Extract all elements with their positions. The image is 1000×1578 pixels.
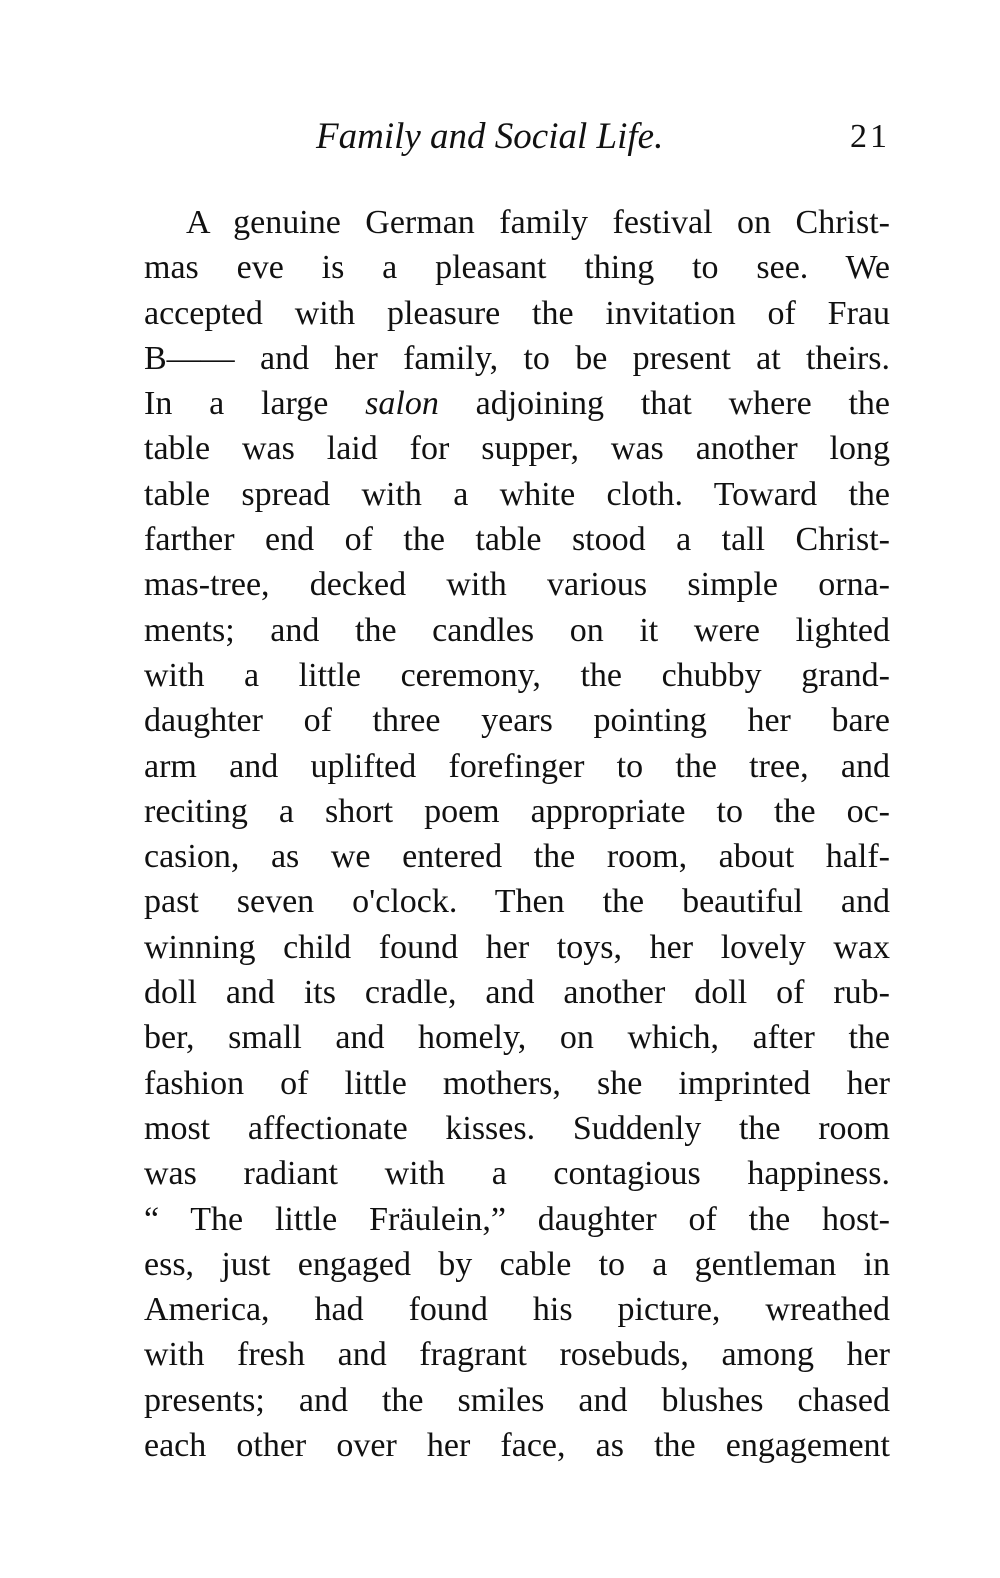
text-line: table was laid for supper, was another long xyxy=(144,430,890,468)
text-line: accepted with pleasure the invitation of Frau xyxy=(144,294,890,332)
italic-word: salon xyxy=(365,385,439,423)
body-paragraph xyxy=(144,200,890,1468)
text-line: “ The little Fräulein,” daughter of the host- xyxy=(144,1200,890,1238)
text-segment: adjoining that where the xyxy=(475,385,891,423)
text-line: casion, as we entered the room, about half- xyxy=(144,838,890,876)
text-line: winning child found her toys, her lovely wax xyxy=(144,928,890,966)
text-line: most affectionate kisses. Suddenly the room xyxy=(144,1109,890,1147)
text-line: ments; and the candles on it were lighted xyxy=(144,611,890,649)
text-line: ess, just engaged by cable to a gentleman in xyxy=(144,1245,890,1283)
text-line: with fresh and fragrant rosebuds, among her xyxy=(144,1336,890,1374)
text-line: farther end of the table stood a tall Christ- xyxy=(144,521,890,559)
running-title: Family and Social Life. xyxy=(316,116,664,157)
text-line: doll and its cradle, and another doll of rub- xyxy=(144,974,890,1012)
text-line: A genuine German family festival on Christ- xyxy=(186,204,890,241)
page-number: 21 xyxy=(850,118,890,155)
text-line: presents; and the smiles and blushes chased xyxy=(144,1381,890,1419)
text-line: table spread with a white cloth. Toward the xyxy=(144,475,890,513)
text-line: mas-tree, decked with various simple orna- xyxy=(144,566,890,604)
text-segment: In a large xyxy=(144,385,329,423)
text-line: fashion of little mothers, she imprinted her xyxy=(144,1064,890,1102)
text-line xyxy=(144,381,890,426)
text-line: ber, small and homely, on which, after the xyxy=(144,1019,890,1057)
text-line: each other over her face, as the engagement xyxy=(144,1427,890,1465)
running-head xyxy=(144,112,890,162)
text-line: daughter of three years pointing her bare xyxy=(144,702,890,740)
text-line: past seven o'clock. Then the beautiful and xyxy=(144,883,890,921)
text-line: with a little ceremony, the chubby grand- xyxy=(144,656,890,694)
text-line: arm and uplifted forefinger to the tree, and xyxy=(144,747,890,785)
text-line: mas eve is a pleasant thing to see. We xyxy=(144,249,890,287)
text-line: reciting a short poem appropriate to the oc- xyxy=(144,792,890,830)
text-line: was radiant with a contagious happiness. xyxy=(144,1155,890,1193)
text-line: B—— and her family, to be present at theirs. xyxy=(144,339,890,377)
text-line: America, had found his picture, wreathed xyxy=(144,1291,890,1329)
